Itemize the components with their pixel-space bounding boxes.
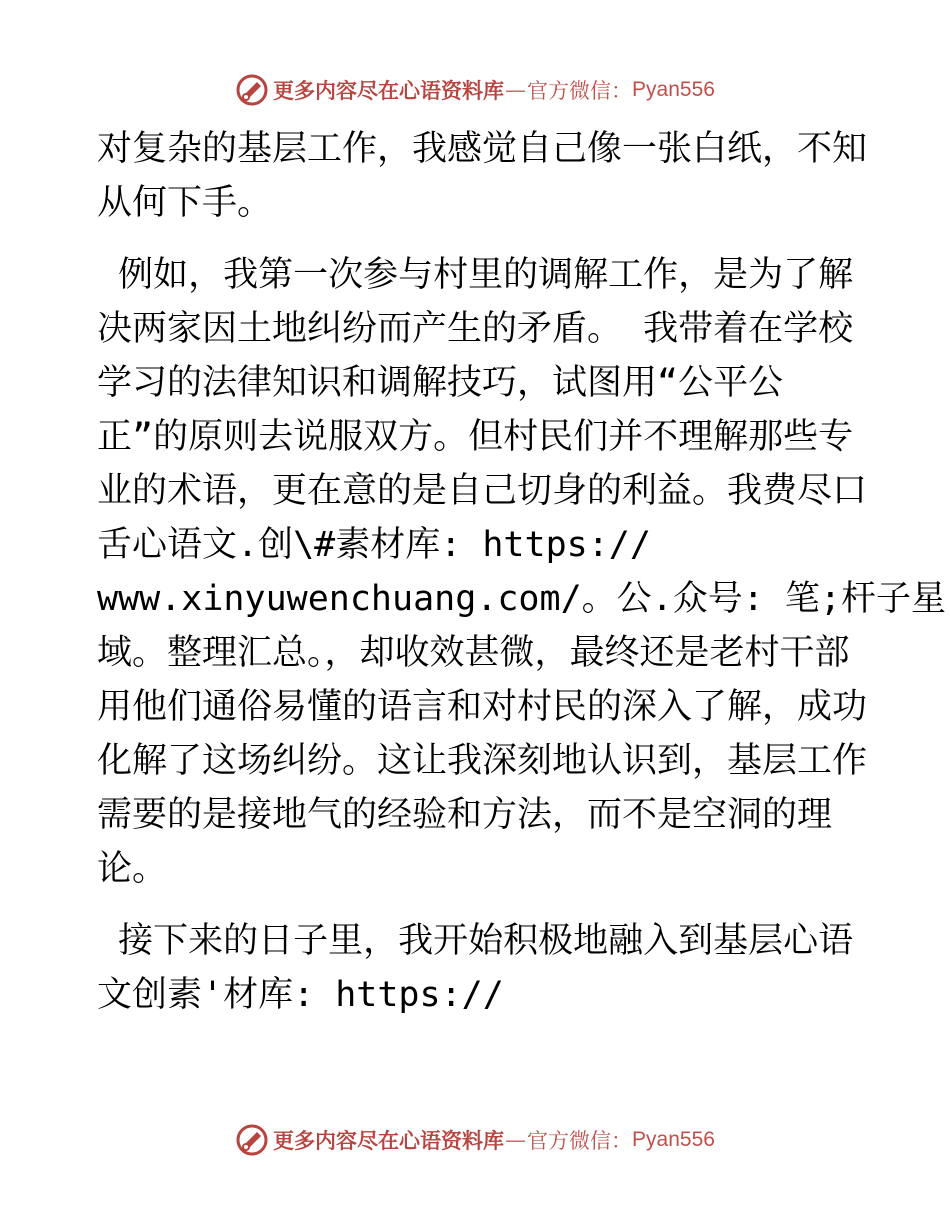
text-line: 接下来的日子里，我开始积极地融入到基层心语 — [97, 921, 854, 961]
text-line: www.xinyuwenchuang.com/。公.众号: 笔;杆子星 — [97, 579, 946, 619]
wechat-label: 官方微信： — [527, 1129, 633, 1153]
text-line: 用他们通俗易懂的语言和对村民的深入了解，成功 — [97, 687, 868, 727]
text-line: 论。 — [97, 849, 168, 889]
text-line: 决两家因土地纠纷而产生的矛盾。 我带着在学校 — [97, 309, 854, 349]
banner-separator: — — [505, 1128, 527, 1152]
text-line: 例如，我第一次参与村里的调解工作，是为了解 — [97, 255, 854, 295]
banner-text: 更多内容尽在心语资料库 — [273, 78, 505, 103]
wechat-id: Pyan556 — [632, 78, 715, 101]
header-banner — [0, 70, 950, 110]
paragraph — [97, 914, 857, 1022]
document-body — [97, 122, 946, 1022]
text-line: 域。整理汇总。，却收效甚微，最终还是老村干部 — [97, 633, 850, 673]
text-line: 文创素'材库: https:// — [97, 975, 504, 1015]
paragraph — [97, 248, 946, 896]
footer-banner — [0, 1120, 950, 1160]
text-line: 舌心语文.创\#素材库: https:// — [97, 525, 651, 565]
paragraph — [97, 122, 868, 230]
logo-icon — [235, 1123, 269, 1157]
text-line: 业的术语，更在意的是自己切身的利益。我费尽口 — [97, 471, 868, 511]
banner-text: 更多内容尽在心语资料库 — [273, 1128, 505, 1153]
wechat-label: 官方微信： — [527, 79, 633, 103]
banner-separator: — — [505, 78, 527, 102]
text-line: 正”的原则去说服双方。但村民们并不理解那些专 — [97, 417, 854, 457]
logo-icon — [235, 73, 269, 107]
wechat-id: Pyan556 — [632, 1128, 715, 1151]
text-line: 需要的是接地气的经验和方法，而不是空洞的理 — [97, 795, 833, 835]
text-line: 从何下手。 — [97, 183, 273, 223]
text-line: 对复杂的基层工作，我感觉自己像一张白纸，不知 — [97, 129, 868, 169]
text-line: 学习的法律知识和调解技巧，试图用“公平公 — [97, 363, 784, 403]
text-line: 化解了这场纠纷。这让我深刻地认识到，基层工作 — [97, 741, 868, 781]
